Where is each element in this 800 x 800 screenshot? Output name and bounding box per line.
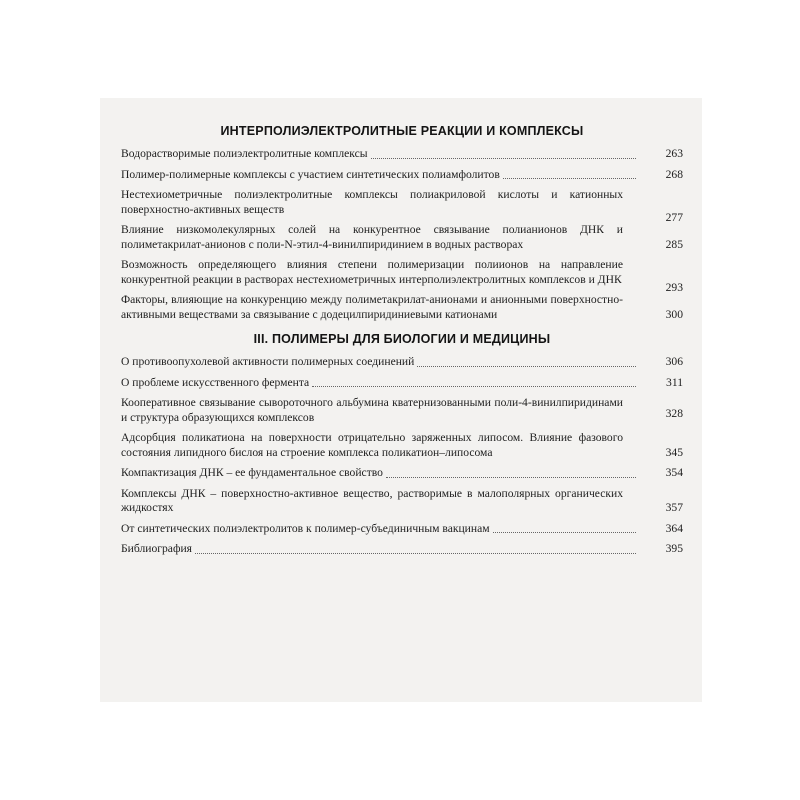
section-title: ИНТЕРПОЛИЭЛЕКТРОЛИТНЫЕ РЕАКЦИИ И КОМПЛЕКСЫ [220,124,584,138]
toc-page-number: 357 [665,501,683,514]
toc-page-number: 364 [665,521,683,535]
toc-page-number: 345 [665,445,683,459]
toc-entry [121,168,683,183]
toc-page-number: 354 [665,466,683,479]
toc-entry [121,396,683,425]
toc-entry-title: Компактизация ДНК – ее фундаментальное свойство [121,466,383,479]
toc-entry [121,376,683,391]
book-page [100,98,702,702]
toc-entry-title: Влияние низкомолекулярных солей на конкурентное связывание полианионов ДНК и полиметакрилат-анионов с поли-N-этил-4-винилпиридинием в водных растворах [121,223,623,251]
dot-leader [312,386,636,387]
toc-entry [121,293,683,322]
toc-entry [121,466,683,481]
toc-entry [121,355,683,370]
dot-leader [503,178,636,179]
toc-entry-title: Адсорбция поликатиона на поверхности отрицательно заряженных липосом. Влияние фазового состояния липидного бислоя на строение комплекса поликатион–липосома [121,431,623,459]
section-title: III. ПОЛИМЕРЫ ДЛЯ БИОЛОГИИ И МЕДИЦИНЫ [253,332,551,346]
toc-entry [121,223,683,252]
toc-entry-title: Кооперативное связывание сывороточного альбумина кватернизованными поли-4-винилпиридинами и структура образующихся комплексов [121,396,623,424]
toc-entry-title: Водорастворимые полиэлектролитные комплексы [121,147,368,160]
toc-entry [121,522,683,537]
dot-leader [195,553,636,554]
dot-leader [417,366,636,367]
toc-page-number: 263 [665,147,683,160]
toc-entry-title: Нестехиометричные полиэлектролитные комплексы полиакриловой кислоты и катионных поверхностно-активных веществ [121,188,623,216]
toc-entry-title: Возможность определяющего влияния степени полимеризации полиионов на направление конкурентной реакции в растворах нестехиометричных интерполиэлектролитных комплексов и ДНК [121,258,623,286]
toc-entry-title: О проблеме искусственного фермента [121,375,310,389]
toc-entry [121,147,683,162]
toc-entry [121,258,683,294]
toc-entry [121,188,683,224]
toc-page-number: 306 [665,355,683,368]
dot-leader [386,477,636,478]
toc-entry-title: Комплексы ДНК – поверхностно-активное вещество, растворимые в малополярных органических жидкостях [121,486,623,514]
toc-entry-title: От синтетических полиэлектролитов к полимер-субъединичным вакцинам [121,521,490,535]
toc-entry [121,487,683,516]
toc-page-number: 293 [665,280,683,294]
toc-entry-title: Полимер-полимерные комплексы с участием синтетических полиамфолитов [121,167,500,181]
toc-page-number: 285 [665,237,683,251]
toc-entry-title: Библиография [121,542,193,555]
toc-page-number: 277 [665,210,683,224]
toc-page-number: 268 [665,167,683,181]
toc-page-number: 395 [665,542,683,555]
toc-entry [121,542,683,557]
table-of-contents [121,124,683,563]
toc-entry-title: О противоопухолевой активности полимерных соединений [121,355,415,368]
toc-entry [121,431,683,460]
toc-page-number: 300 [665,307,683,321]
toc-entry-title: Факторы, влияющие на конкуренцию между полиметакрилат-анионами и анионными поверхностно-активными веществами за связывание с додецилпиридиниевыми катионами [121,293,623,321]
dot-leader [493,532,636,533]
dot-leader [371,158,636,159]
toc-page-number: 328 [665,406,683,420]
toc-page-number: 311 [666,375,683,389]
